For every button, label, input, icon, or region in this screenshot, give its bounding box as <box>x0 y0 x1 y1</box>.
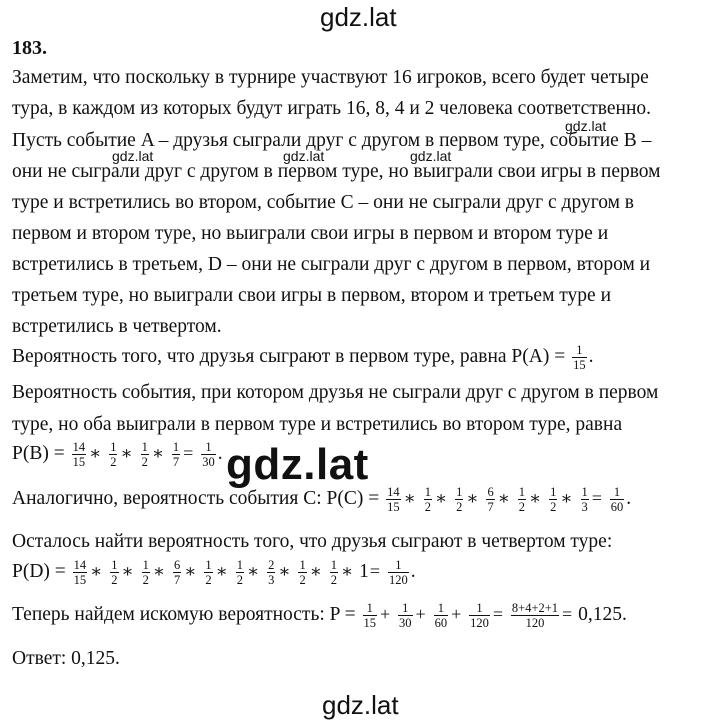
probability-a-text: Вероятность того, что друзья сыграют в первом туре, равна P(A) = <box>12 345 566 367</box>
final-probability-formula: Теперь найдем искомую вероятность: P = $\frac{1}{15}$ + $\frac{1}{30}$ + $\frac{1}{60}$ + $\frac{1}{120}$ = $\frac{8+4+2+1}{120}$ = 0,125. <box>12 601 627 630</box>
probability-d-formula: P(D) = $\frac{14}{15}$ ∗ $\frac{1}{2}$ ∗ $\frac{1}{2}$ ∗ $\frac{6}{7}$ ∗ $\frac{1}{2}$ ∗ $\frac{1}{2}$ ∗ $\frac{2}{3}$ ∗ $\frac{1}{2}$ ∗ $\frac{1}{2}$ ∗ 1= $\frac{1}{120}$ . <box>12 558 416 587</box>
answer: Ответ: 0,125. <box>12 648 120 669</box>
watermark-small: gdz.lat <box>410 148 452 164</box>
watermark-small: gdz.lat <box>565 118 607 134</box>
probability-d-line: Осталось найти вероятность того, что друзья сыграют в четвертом туре: <box>12 531 613 552</box>
paragraph-line: Пусть событие A – друзья сыграли друг с другом в первом туре, событие B – <box>12 130 652 151</box>
fraction: $\frac{1}{15}$ <box>573 343 586 372</box>
paragraph-line: тура, в каждом из которых будут играть 16, 8, 4 и 2 человека соответственно. <box>12 98 652 119</box>
paragraph-line: встретились в четвертом. <box>12 316 222 337</box>
paragraph-line: третьем туре, но выиграли свои игры в первом, втором и третьем туре и <box>12 285 612 306</box>
paragraph-line: первом и втором туре, но выиграли свои игры в первом и втором туре и <box>12 223 609 244</box>
paragraph-line: они не сыграли друг с другом в первом туре, но выиграли свои игры в первом <box>12 161 661 182</box>
probability-b-line: туре, но оба выиграли в первом туре и встретились во втором туре, равна <box>12 414 623 435</box>
watermark-small: gdz.lat <box>112 148 154 164</box>
problem-number: 183. <box>12 37 47 59</box>
watermark-top: gdz.lat <box>320 2 397 32</box>
probability-b-line: Вероятность события, при котором друзья не сыграли друг с другом в первом <box>12 382 659 403</box>
paragraph-line: туре и встретились во втором, событие C – они не сыграли друг с другом в <box>12 192 635 213</box>
final-text: Теперь найдем искомую вероятность: P = <box>12 603 356 625</box>
probability-c-line: Аналогично, вероятность события C: P(C) = $\frac{14}{15}$ ∗ $\frac{1}{2}$ ∗ $\frac{1}{2}$ ∗ $\frac{6}{7}$ ∗ $\frac{1}{2}$ ∗ $\frac{1}{2}$ ∗ $\frac{1}{3}$ = $\frac{1}{60}$ . <box>12 485 632 514</box>
probability-c-text: Аналогично, вероятность события C: P(C) = <box>12 487 380 509</box>
watermark-large: gdz.lat <box>226 440 369 489</box>
paragraph-line: встретились в третьем, D – они не сыграли друг с другом в первом, втором и <box>12 254 651 275</box>
watermark-small: gdz.lat <box>283 148 325 164</box>
watermark-bottom: gdz.lat <box>322 690 399 720</box>
probability-b-formula: P(B) = $\frac{14}{15}$ ∗ $\frac{1}{2}$ ∗ $\frac{1}{2}$ ∗ $\frac{1}{7}$ = $\frac{1}{30}$ . <box>12 440 223 469</box>
probability-a-line: Вероятность того, что друзья сыграют в первом туре, равна P(A) = $\frac{1}{15}$ . <box>12 343 594 372</box>
paragraph-line: Заметим, что поскольку в турнире участвуют 16 игроков, всего будет четыре <box>12 67 649 88</box>
